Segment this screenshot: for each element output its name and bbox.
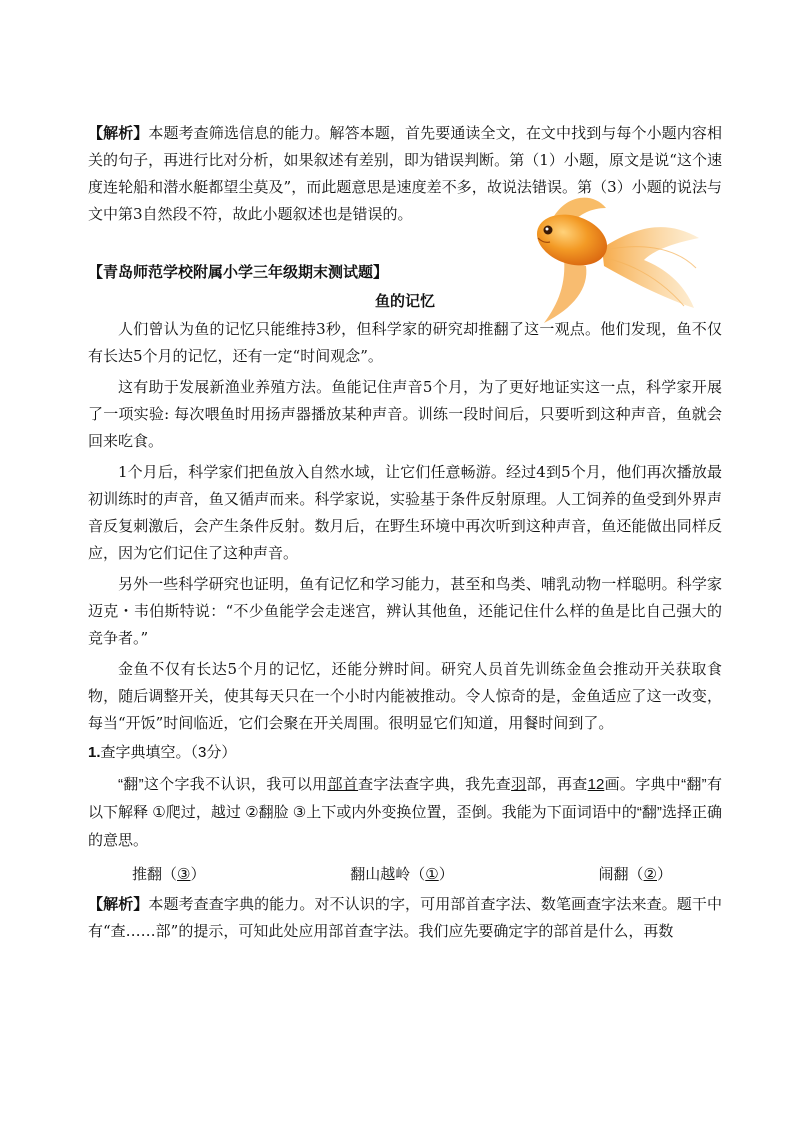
question-text-c: 部，再查 bbox=[526, 776, 588, 793]
analysis-tag: 【解析】 bbox=[88, 124, 149, 142]
article-paragraph-1: 人们曾认为鱼的记忆只能维持3秒，但科学家的研究却推翻了这一观点。他们发现，鱼不仅有长达5个月的记忆，还有一定“时间观念”。 bbox=[88, 320, 722, 365]
fish-body bbox=[530, 206, 613, 274]
fish-tail bbox=[602, 227, 699, 308]
fish-bottom-fin bbox=[544, 258, 586, 323]
answer-item: 闹翻（②） bbox=[598, 866, 672, 883]
analysis-tag: 【解析】 bbox=[88, 895, 149, 913]
article-paragraph-3: 1个月后，科学家们把鱼放入自然水域，让它们任意畅游。经过4到5个月，他们再次播放最初训练时的声音，鱼又循声而来。科学家说，实验基于条件反射原理。人工饲养的鱼受到外界声音反复刺激后，会产生条件反射。数月后，在野生环境中再次听到这种声音，鱼还能做出同样反应，因为它们记住了这种声音。 bbox=[88, 463, 722, 562]
question-title-text: 查字典填空。（3分） bbox=[100, 744, 237, 761]
answer-item: 翻山越岭（①） bbox=[350, 866, 454, 883]
question-text-d: 画。字典中“翻”有以下解释 ①爬过，越过 ②翻脸 ③上下或内外变换位置，歪倒。我能为下面词语中的“翻”选择正确的意思。 bbox=[88, 776, 722, 849]
question-text-b: 查字法查字典，我先查 bbox=[358, 776, 512, 793]
answer-blank-strokes: 12 bbox=[587, 776, 605, 793]
answer-blank-radical: 羽 bbox=[511, 776, 527, 793]
question-1-body bbox=[88, 771, 722, 855]
question-text-a: “翻”这个字我不认识，我可以用 bbox=[118, 776, 328, 793]
answer-row bbox=[88, 861, 722, 889]
analysis-paragraph-bottom bbox=[88, 891, 722, 945]
article-paragraph-4: 另外一些科学研究也证明，鱼有记忆和学习能力，甚至和鸟类、哺乳动物一样聪明。科学家迈克・韦伯斯特说：“不少鱼能学会走迷宫，辨认其他鱼，还能记住什么样的鱼是比自己强大的竞争者。” bbox=[88, 575, 722, 647]
question-1-title bbox=[88, 741, 722, 765]
answer-value: ① bbox=[425, 866, 439, 883]
answer-item: 推翻（③） bbox=[132, 866, 206, 883]
analysis-text: 本题考查查字典的能力。对不认识的字，可用部首查字法、数笔画查字法来查。题干中有“查……部”的提示，可知此处应用部首查字法。我们应先要确定字的部首是什么，再数 bbox=[88, 895, 722, 940]
analysis-text: 本题考查筛选信息的能力。解答本题，首先要通读全文，在文中找到与每个小题内容相关的句子，再进行比对分析，如果叙述有差别，即为错误判断。第（1）小题，原文是说“这个速度连轮船和潜水艇都望尘莫及”，而此题意思是速度差不多，故说法错误。第（3）小题的说法与文中第3自然段不符，故此小题叙述也是错误的。 bbox=[88, 124, 722, 223]
section-title: 【青岛师范学校附属小学三年级期末测试题】 bbox=[88, 263, 389, 281]
article-paragraph-2: 这有助于发展新渔业养殖方法。鱼能记住声音5个月，为了更好地证实这一点，科学家开展了一项实验: 每次喂鱼时用扬声器播放某种声音。训练一段时间后，只要听到这种声音，鱼就会回来吃食。 bbox=[88, 378, 722, 450]
answer-value: ② bbox=[643, 866, 657, 883]
goldfish-illustration bbox=[524, 188, 704, 328]
answer-blank-method: 部首 bbox=[327, 776, 359, 793]
question-number: 1. bbox=[88, 744, 101, 761]
answer-value: ③ bbox=[177, 866, 191, 883]
article-paragraph-5: 金鱼不仅有长达5个月的记忆，还能分辨时间。研究人员首先训练金鱼会推动开关获取食物，随后调整开关，使其每天只在一个小时内能被推动。令人惊奇的是，金鱼适应了这一改变，每当“开饭”时间临近，它们会聚在开关周围。很明显它们知道，用餐时间到了。 bbox=[88, 660, 722, 732]
article-title: 鱼的记忆 bbox=[374, 292, 435, 310]
